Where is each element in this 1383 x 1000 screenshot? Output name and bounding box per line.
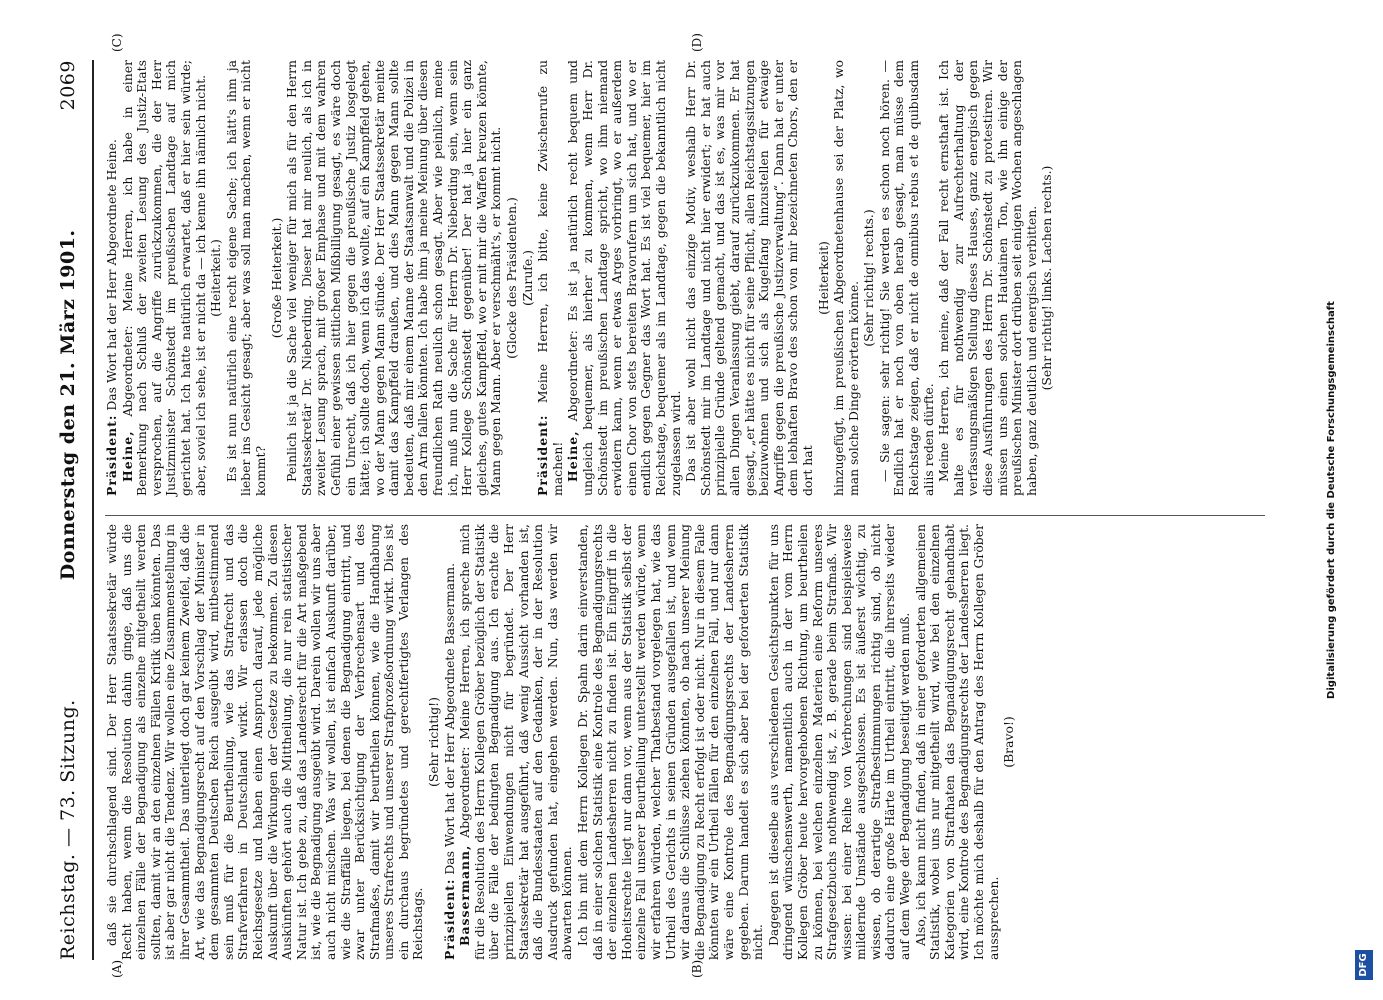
paragraph (121, 60, 209, 496)
left-column (105, 524, 1018, 960)
paragraph-text: Das ist aber wohl nicht das einzige Motiv, weshalb Herr Dr. Schönstedt mir im Landtage und nicht hier erwidert; er hat auch prinzipielle Gründe geltend gemacht, und das ist es, was mir vor allen Dingen Veranlassung giebt, darauf zurückzukommen. Er hat gesagt, „er hätte es nicht für seine Pflicht, allen Reichstagssitzungen beizuwohnen und sich als Kugelfang hinzustellen für etwaige Angriffe gegen die preußische Justizverwaltung“. Dann hat er unter dem lebhaften Bravo des schon von mir bezeichneten Chors, den er dort hat (683, 60, 815, 496)
paragraph-text: Es ist nun natürlich eine recht eigene Sache; ich hätt's ihm ja lieber ins Gesicht gesagt; aber was soll man machen, wenn er nicht kommt? (223, 60, 268, 496)
paragraph (105, 60, 120, 496)
digitization-footer: Digitalisierung gefördert durch die Deutsche Forschungsgemeinschaft (1326, 301, 1337, 699)
paragraph (443, 524, 458, 960)
dfg-logo: DFG (1355, 950, 1373, 980)
page-number: 2069 (57, 60, 79, 111)
paragraph-text: (Sehr richtig! rechts.) (861, 209, 877, 347)
paragraph (209, 60, 224, 496)
right-column (105, 60, 1056, 496)
paragraph (566, 60, 683, 496)
paragraph (767, 524, 913, 960)
marker-a: (A) (110, 959, 124, 978)
paragraph (878, 60, 936, 496)
paragraph-text: Abgeordneter: Es ist ja natürlich recht bequem und ungleich bequemer, als hierher zu kommen, wenn Herr Dr. Schönstedt im preußischen Landtage spricht, wo ihm niemand erwidern kann, wenn er etwas Arges vorbringt, wo er außerdem einen Chor von stets bereiten Bravorufern um sich hat, und wo er endlich gegen Gegner das Wort hat. Es ist viel bequemer, hier im Reichstage, bequemer als im Landtage, gegen die bekanntlich nicht zugelassen wird. (565, 60, 683, 496)
header-rule (92, 60, 94, 960)
paragraph-text: Meine Herren, ich meine, daß der Fall recht ernsthaft ist. Ich halte es für nothwendig zur Aufrechterhaltung der verfassungsmäßigen Stellung dieses Hauses, ganz energisch gegen diese Ausführungen des Herrn Dr. Schönstedt zu protestiren. Wir müssen uns einen solchen Hautainen Ton, wie ihn einige der preußischen Minister dort drüben seit einigen Wochen angeschlagen haben, ganz deutlich und energisch verbitten. (936, 60, 1039, 496)
paragraph (832, 60, 861, 496)
paragraph-text: (Sehr richtig!) (426, 697, 442, 787)
paragraph (1040, 60, 1055, 496)
paragraph-text: (Heiterkeit) (815, 241, 831, 315)
paragraph-text: (Heiterkeit.) (208, 239, 224, 317)
paragraph-text: Ich bin mit dem Herrn Kollegen Dr. Spahn darin einverstanden, daß in einer solchen Statistik eine Kontrole des Begnadigungsrechts der einzelnen Landesherren nicht zu finden ist. Ein Eingriff in die Hoheitsrechte liegt nur dann vor, wenn aus der Statistik selbst der einzelne Fall unserer Beurtheilung unterstellt werden würde, wenn wir erfahren würden, welcher Thatbestand vorgelegen hat, wie das Urtheil des Gerichts in seinen Gründen ausgefallen ist, und wenn wir daraus die Schlüsse ziehen könnten, ob nach unserer Meinung die Begnadigung zu Recht erfolgt ist oder nicht. Nur in diesem Falle könnten wir ein Urtheil fällen für den einzelnen Fall, und nur dann wäre eine Kontrole des Begnadigungsrechts der Landesherren gegeben. Darum handelt es sich aber bei der geforderten Statistik nicht. (575, 524, 766, 960)
paragraph-text: Abgeordneter: Meine Herren, ich spreche mich für die Resolution des Herrn Kollegen Gröber bezüglich der Statistik über die Fälle der bedingten Begnadigung aus. Ich erachte die prinzipiellen Einwendungen nicht für begründet. Der Herr Staatssekretär hat ausgeführt, daß wenig Aussicht vorhanden ist, daß die Bundesstaaten auf den Gedanken, der in der Resolution Ausdruck gefunden hat, eingehen werden. Nun, das werden wir abwarten können. (457, 524, 575, 960)
column-divider (105, 515, 1265, 516)
speaker-name: Bassermann, (457, 844, 473, 946)
paragraph-text: Meine Herren, ich bitte, keine Zwischenrufe zu machen! (535, 60, 565, 496)
marker-d: (D) (690, 33, 704, 52)
paragraph (684, 60, 815, 496)
paragraph (427, 524, 442, 960)
paragraph (521, 60, 536, 496)
speaker-name: Heine, (119, 430, 135, 482)
paragraph (536, 60, 565, 496)
paragraph (458, 524, 575, 960)
header-date: Donnerstag den 21. März 1901. (57, 229, 79, 581)
marker-c: (C) (110, 33, 124, 52)
paragraph (505, 60, 520, 496)
paragraph (1002, 524, 1017, 960)
marker-b: (B) (690, 959, 704, 978)
paragraph-text: Abgeordneter: Meine Herren, ich habe in einer Bemerkung nach Schluß der zweiten Lesung des Justiz-Etats versprochen, auf die Angriffe zurückzukommen, die der Herr Justizminister Schönstedt im preußischen Landtage auf mich gerichtet hat. Ich hatte natürlich erwartet, daß er hier sein würde; aber, soviel ich sehe, ist er nicht da — ich kenne ihn nämlich nicht. (119, 60, 208, 496)
paragraph-text: Also, ich kann nicht finden, daß in einer geforderten allgemeinen Statistik, wobei uns nur mitgetheilt wird, wie bei den einzelnen Kategorien von Strafthaten das Begnadigungsrecht gehandhabt wird, eine Kontrole des Begnadigungsrechts der Landesherren liegt. Ich möchte mich deshalb für den Antrag des Herrn Kollegen Gröber aussprechen. (912, 524, 1001, 960)
paragraph-text: (Glocke des Präsidenten.) (504, 197, 520, 359)
paragraph-text: (Bravo!) (1001, 716, 1017, 768)
paragraph-text: (Sehr richtig! links. Lachen rechts.) (1039, 165, 1055, 391)
header-left: Reichstag. — 73. Sitzung. (57, 699, 79, 960)
paragraph-text: daß sie durchschlagend sind. Der Herr Staatssekretär würde Recht haben, wenn die Resolution dahin ginge, daß uns die einzelnen Fälle der Begnadigung als einzelne mitgetheilt werden sollten, damit wir an den einzelnen Fällen Kritik üben könnten. Das ist aber gar nicht die Tendenz. Wir wollen eine Zusammenstellung in ihrer Gesammtheit. Das unterliegt doch gar keinem Zweifel, daß die Art, wie das Begnadigungsrecht auf den Vorschlag der Minister in dem gesammten Deutschen Reich ausgeübt wird, mitbestimmend sein muß für die Beurtheilung, wie das Strafrecht und das Strafverfahren in Deutschland wirkt. Wir erlassen doch die Reichsgesetze und haben einen Anspruch darauf, jede mögliche Auskunft über die Wirkungen der Gesetze zu bekommen. Zu diesen Auskünften gehört auch die Mittheilung, die nur rein statistischer Natur ist. Ich gebe zu, daß das Landesrecht für die Art maßgebend ist, wie die Begnadigung ausgeübt wird. Darein wollen wir uns aber auch nicht mischen. Was wir wollen, ist einfach Auskunft darüber, wie die Straffälle liegen, bei denen die Begnadigung eintritt, und zwar unter Berücksichtigung der Verbrechensart und des Strafmaßes, damit wir beurtheilen können, wie die Handhabung unseres Strafrechts und unserer Strafprozeßordnung wirkt. Dies ist ein durchaus begründetes und gerechtfertigtes Verlangen des Reichstags. (104, 524, 426, 960)
speaker-name: Präsident: (104, 414, 119, 496)
paragraph-text: Dagegen ist dieselbe aus verschiedenen Gesichtspunkten für uns dringend wünschenswerth, namentlich auch in der vom Herrn Kollegen Gröber heute hervorgehobenen Richtung, um beurtheilen zu können, bei welchen einzelnen Materien eine Reform unseres Strafgesetzbuchs nothwendig ist, z. B. gerade beim Strafmaß. Wir wissen: bei einer Reihe von Verbrechungen sind beispielsweise mildernde Umstände ausgeschlossen. Es ist äußerst wichtig, zu wissen, ob derartige Strafbestimmungen richtig sind, ob nicht dadurch eine große Härte im Urtheil eintritt, die ihrerseits wieder auf dem Wege der Begnadigung beseitigt werden muß. (765, 524, 913, 960)
paragraph (576, 524, 766, 960)
paragraph-text: Peinlich ist ja die Sache viel weniger für mich als für den Herrn Staatssekretär Dr. Nieberding. Dieser hat mir neulich, als ich in zweiter Lesung sprach, mit großer Emphase und mit dem wahren Gefühl einer gewissen sittlichen Mißbilligung gesagt, es wäre doch ein Unrecht, daß ich hier gegen die preußische Justiz losgelegt hätte; ich sollte doch, wenn ich das wollte, auf ein Kampffeld gehen, wo der Mann gegen Mann stünde. Der Herr Staatssekretär meinte damit das Kampffeld draußen, und dies Mann gegen Mann sollte bedeuten, daß mir einem Manne der Staatsanwalt und die Polizei in den Arm fallen könnten. Ich habe ihm ja meine Meinung über diesen freundlichen Rath neulich schon gesagt. Aber wie peinlich, meine ich, muß nun die Sache für Herrn Dr. Nieberding sein, wenn sein Herr Kollege Schönstedt gegenüber! Der hat ja hier ein ganz gleiches, gutes Kampffeld, wo er mit mir die Waffen kreuzen könnte, Mann gegen Mann. Aber er verschmäht's, er kommt nicht. (284, 60, 504, 496)
paragraph (914, 524, 1002, 960)
paragraph (817, 60, 832, 496)
page-header (48, 60, 88, 960)
paragraph (862, 60, 877, 496)
speaker-name: Präsident: (441, 878, 457, 960)
paragraph-text: Das Wort hat der Herr Abgeordnete Heine. (104, 139, 119, 415)
paragraph (270, 60, 285, 496)
speaker-name: Heine, (565, 430, 581, 482)
paragraph (105, 524, 426, 960)
paragraph (285, 60, 504, 496)
paragraph (225, 60, 269, 496)
speaker-name: Präsident: (535, 414, 551, 496)
paragraph-text: hinzugefügt, im preußischen Abgeordnetenhause sei der Platz, wo man solche Dinge erörtern könne. (831, 60, 861, 496)
paragraph-text: Das Wort hat der Herr Abgeordnete Bassermann. (441, 562, 457, 879)
paragraph-text: (Große Heiterkeit.) (268, 217, 284, 339)
paragraph (937, 60, 1039, 496)
paragraph-text: — Sie sagen: sehr richtig! Sie werden es schon noch hören. — Endlich hat er noch von oben herab gesagt, man müsse dem Reichstage zeigen, daß er nicht de omnibus rebus et de quibusdam aliis reden dürfte. (876, 60, 936, 496)
paragraph-text: (Zurufe.) (519, 249, 535, 307)
